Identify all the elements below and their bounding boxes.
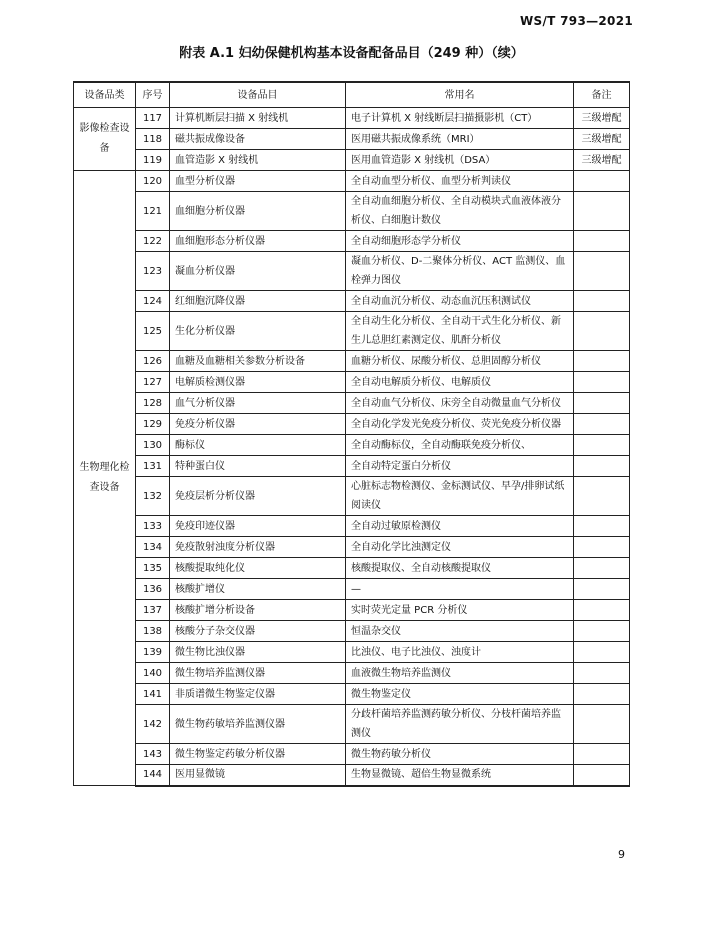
common-name-cell: 核酸提取仪、全自动核酸提取仪	[346, 558, 574, 579]
table-row	[74, 621, 630, 642]
row-number-cell: 128	[136, 393, 170, 414]
remark-cell	[574, 477, 630, 516]
remark-cell	[574, 516, 630, 537]
standard-code: WS/T 793—2021	[520, 14, 633, 28]
common-name-cell: 血糖分析仪、尿酸分析仪、总胆固醇分析仪	[346, 351, 574, 372]
equipment-table	[73, 81, 630, 787]
row-number-cell: 129	[136, 414, 170, 435]
row-number-cell: 118	[136, 129, 170, 150]
row-number-cell: 122	[136, 231, 170, 252]
table-row	[74, 435, 630, 456]
common-name-cell: 比浊仪、电子比浊仪、浊度计	[346, 642, 574, 663]
column-header-category: 设备品类	[74, 82, 136, 108]
table-row	[74, 558, 630, 579]
table-row	[74, 129, 630, 150]
remark-cell	[574, 393, 630, 414]
table-row	[74, 765, 630, 786]
common-name-cell: 全自动化学比浊测定仪	[346, 537, 574, 558]
remark-cell	[574, 192, 630, 231]
table-body	[74, 108, 630, 786]
row-number-cell: 144	[136, 765, 170, 786]
table-row	[74, 705, 630, 744]
row-number-cell: 123	[136, 252, 170, 291]
table-header-row	[74, 82, 630, 108]
item-name-cell: 免疫印迹仪器	[170, 516, 346, 537]
column-header-number: 序号	[136, 82, 170, 108]
item-name-cell: 免疫散射浊度分析仪器	[170, 537, 346, 558]
column-header-item: 设备品目	[170, 82, 346, 108]
row-number-cell: 131	[136, 456, 170, 477]
common-name-cell: 全自动血型分析仪、血型分析判读仪	[346, 171, 574, 192]
common-name-cell: 生物显微镜、超倍生物显微系统	[346, 765, 574, 786]
table-row	[74, 477, 630, 516]
common-name-cell: 全自动细胞形态学分析仪	[346, 231, 574, 252]
common-name-cell: 全自动生化分析仪、全自动干式生化分析仪、新生儿总胆红素测定仪、肌酐分析仪	[346, 312, 574, 351]
table-row	[74, 291, 630, 312]
common-name-cell: 全自动过敏原检测仪	[346, 516, 574, 537]
item-name-cell: 酶标仪	[170, 435, 346, 456]
remark-cell	[574, 600, 630, 621]
row-number-cell: 139	[136, 642, 170, 663]
common-name-cell: —	[346, 579, 574, 600]
table-row	[74, 393, 630, 414]
common-name-cell: 血液微生物培养监测仪	[346, 663, 574, 684]
common-name-cell: 医用磁共振成像系统（MRI）	[346, 129, 574, 150]
table-row	[74, 351, 630, 372]
common-name-cell: 全自动血气分析仪、床旁全自动微量血气分析仪	[346, 393, 574, 414]
row-number-cell: 142	[136, 705, 170, 744]
table-row	[74, 108, 630, 129]
table-row	[74, 600, 630, 621]
table-row	[74, 192, 630, 231]
remark-cell	[574, 435, 630, 456]
item-name-cell: 微生物比浊仪器	[170, 642, 346, 663]
remark-cell	[574, 579, 630, 600]
row-number-cell: 132	[136, 477, 170, 516]
row-number-cell: 133	[136, 516, 170, 537]
common-name-cell: 医用血管造影 X 射线机（DSA）	[346, 150, 574, 171]
common-name-cell: 恒温杂交仪	[346, 621, 574, 642]
item-name-cell: 核酸扩增仪	[170, 579, 346, 600]
common-name-cell: 心脏标志物检测仪、金标测试仪、早孕/排卵试纸阅读仪	[346, 477, 574, 516]
item-name-cell: 血管造影 X 射线机	[170, 150, 346, 171]
table-row	[74, 744, 630, 765]
column-header-remark: 备注	[574, 82, 630, 108]
item-name-cell: 电解质检测仪器	[170, 372, 346, 393]
table-row	[74, 372, 630, 393]
remark-cell	[574, 705, 630, 744]
category-cell: 影像检查设备	[74, 108, 136, 171]
row-number-cell: 138	[136, 621, 170, 642]
common-name-cell: 全自动特定蛋白分析仪	[346, 456, 574, 477]
table-row	[74, 642, 630, 663]
table-row	[74, 414, 630, 435]
page-number: 9	[618, 848, 625, 861]
item-name-cell: 生化分析仪器	[170, 312, 346, 351]
table-row	[74, 231, 630, 252]
item-name-cell: 凝血分析仪器	[170, 252, 346, 291]
common-name-cell: 全自动血沉分析仪、动态血沉压积测试仪	[346, 291, 574, 312]
column-header-common-name: 常用名	[346, 82, 574, 108]
row-number-cell: 130	[136, 435, 170, 456]
table-row	[74, 456, 630, 477]
item-name-cell: 血气分析仪器	[170, 393, 346, 414]
category-cell: 生物理化检查设备	[74, 171, 136, 786]
item-name-cell: 微生物培养监测仪器	[170, 663, 346, 684]
remark-cell	[574, 171, 630, 192]
table-row	[74, 537, 630, 558]
row-number-cell: 120	[136, 171, 170, 192]
remark-cell	[574, 231, 630, 252]
remark-cell	[574, 663, 630, 684]
row-number-cell: 124	[136, 291, 170, 312]
item-name-cell: 计算机断层扫描 X 射线机	[170, 108, 346, 129]
common-name-cell: 全自动血细胞分析仪、全自动模块式血液体液分析仪、白细胞计数仪	[346, 192, 574, 231]
remark-cell	[574, 744, 630, 765]
common-name-cell: 电子计算机 X 射线断层扫描摄影机（CT）	[346, 108, 574, 129]
table-row	[74, 516, 630, 537]
item-name-cell: 血细胞形态分析仪器	[170, 231, 346, 252]
common-name-cell: 全自动电解质分析仪、电解质仪	[346, 372, 574, 393]
item-name-cell: 核酸分子杂交仪器	[170, 621, 346, 642]
item-name-cell: 微生物鉴定药敏分析仪器	[170, 744, 346, 765]
item-name-cell: 免疫层析分析仪器	[170, 477, 346, 516]
common-name-cell: 微生物鉴定仪	[346, 684, 574, 705]
row-number-cell: 141	[136, 684, 170, 705]
table-row	[74, 579, 630, 600]
item-name-cell: 医用显微镜	[170, 765, 346, 786]
remark-cell	[574, 414, 630, 435]
item-name-cell: 微生物药敏培养监测仪器	[170, 705, 346, 744]
item-name-cell: 非质谱微生物鉴定仪器	[170, 684, 346, 705]
remark-cell	[574, 456, 630, 477]
item-name-cell: 磁共振成像设备	[170, 129, 346, 150]
row-number-cell: 121	[136, 192, 170, 231]
row-number-cell: 125	[136, 312, 170, 351]
item-name-cell: 血糖及血糖相关参数分析设备	[170, 351, 346, 372]
common-name-cell: 全自动酶标仪，全自动酶联免疫分析仪、	[346, 435, 574, 456]
table-row	[74, 171, 630, 192]
row-number-cell: 127	[136, 372, 170, 393]
table-row	[74, 663, 630, 684]
item-name-cell: 核酸提取纯化仪	[170, 558, 346, 579]
row-number-cell: 119	[136, 150, 170, 171]
row-number-cell: 134	[136, 537, 170, 558]
item-name-cell: 免疫分析仪器	[170, 414, 346, 435]
remark-cell	[574, 291, 630, 312]
item-name-cell: 红细胞沉降仪器	[170, 291, 346, 312]
remark-cell	[574, 312, 630, 351]
row-number-cell: 117	[136, 108, 170, 129]
row-number-cell: 136	[136, 579, 170, 600]
item-name-cell: 血型分析仪器	[170, 171, 346, 192]
remark-cell	[574, 621, 630, 642]
remark-cell	[574, 765, 630, 786]
common-name-cell: 凝血分析仪、D-二聚体分析仪、ACT 监测仪、血栓弹力图仪	[346, 252, 574, 291]
row-number-cell: 137	[136, 600, 170, 621]
remark-cell	[574, 252, 630, 291]
table-row	[74, 684, 630, 705]
row-number-cell: 143	[136, 744, 170, 765]
table-title: 附表 A.1 妇幼保健机构基本设备配备品目（249 种）（续）	[179, 46, 524, 61]
common-name-cell: 微生物药敏分析仪	[346, 744, 574, 765]
table-row	[74, 312, 630, 351]
remark-cell	[574, 684, 630, 705]
remark-cell: 三级增配	[574, 150, 630, 171]
table-row	[74, 252, 630, 291]
item-name-cell: 特种蛋白仪	[170, 456, 346, 477]
remark-cell	[574, 558, 630, 579]
remark-cell: 三级增配	[574, 129, 630, 150]
table-row	[74, 150, 630, 171]
row-number-cell: 135	[136, 558, 170, 579]
remark-cell	[574, 642, 630, 663]
common-name-cell: 全自动化学发光免疫分析仪、荧光免疫分析仪器	[346, 414, 574, 435]
remark-cell	[574, 351, 630, 372]
item-name-cell: 核酸扩增分析设备	[170, 600, 346, 621]
remark-cell	[574, 537, 630, 558]
row-number-cell: 126	[136, 351, 170, 372]
common-name-cell: 实时荧光定量 PCR 分析仪	[346, 600, 574, 621]
row-number-cell: 140	[136, 663, 170, 684]
common-name-cell: 分歧杆菌培养监测药敏分析仪、分枝杆菌培养监测仪	[346, 705, 574, 744]
item-name-cell: 血细胞分析仪器	[170, 192, 346, 231]
remark-cell: 三级增配	[574, 108, 630, 129]
remark-cell	[574, 372, 630, 393]
